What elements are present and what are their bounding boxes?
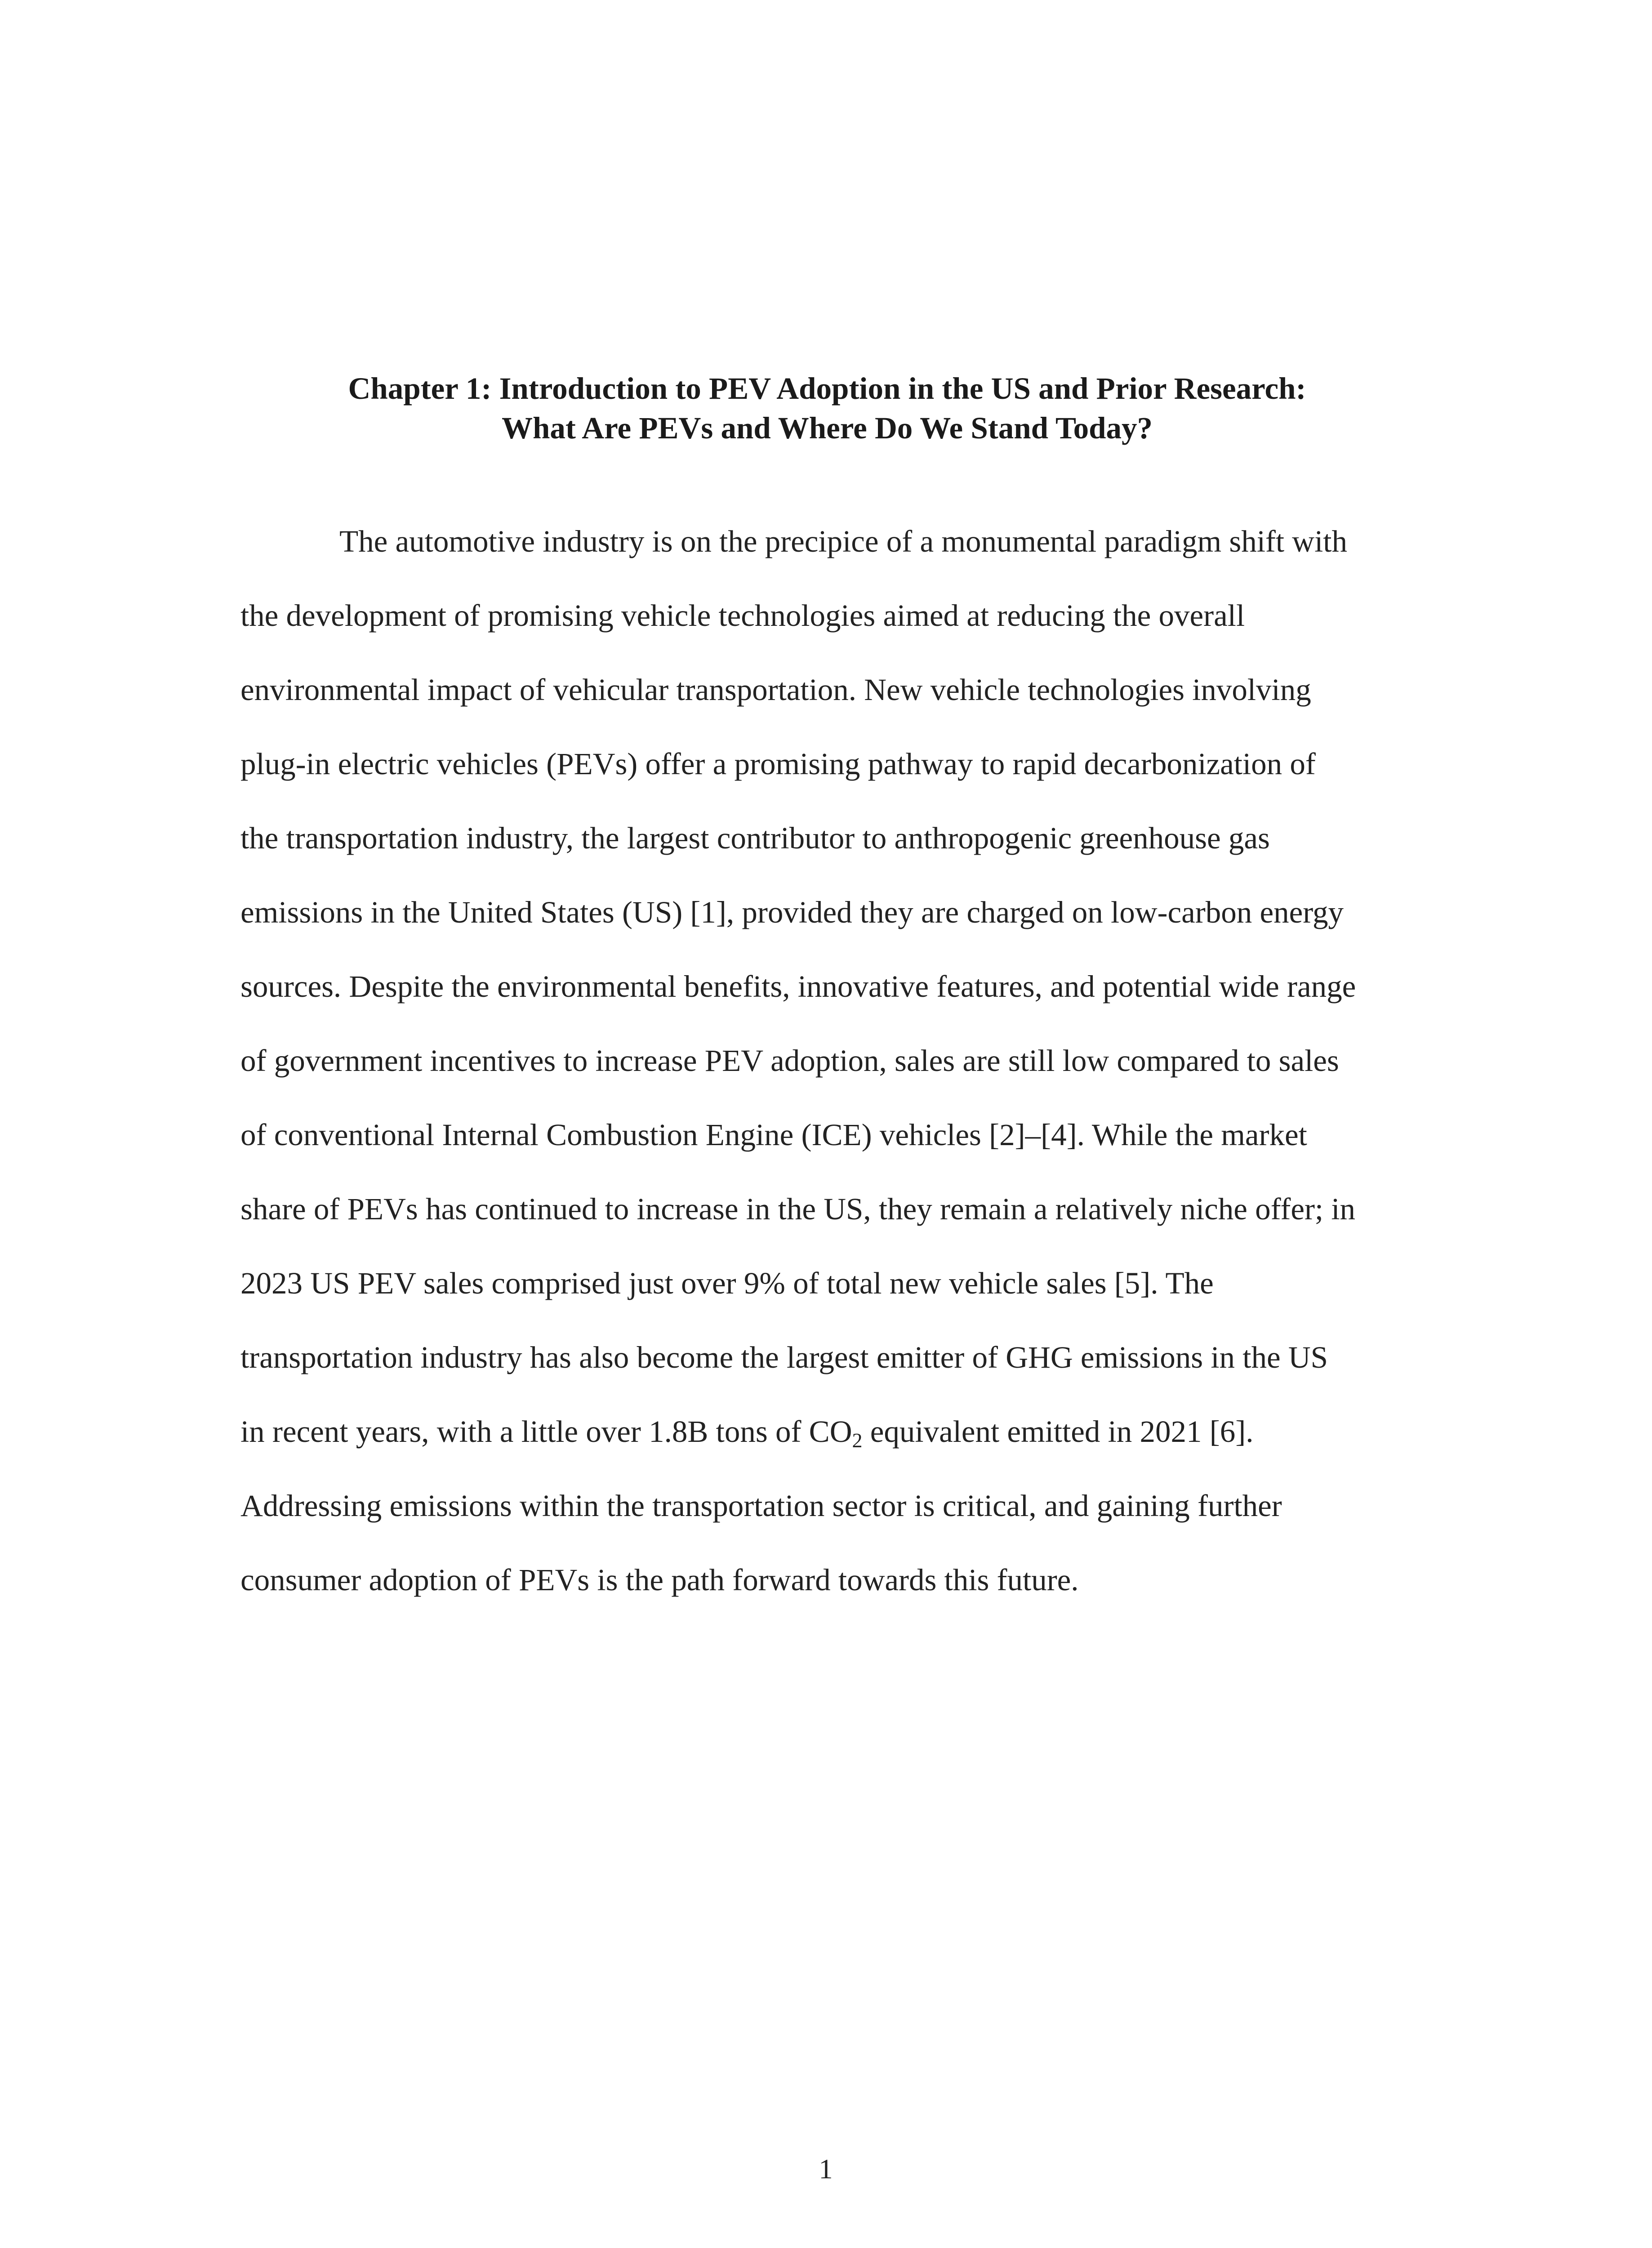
body-paragraph bbox=[240, 504, 1454, 1617]
co2-line-after: equivalent emitted in 2021 [6]. bbox=[862, 1414, 1254, 1449]
chapter-heading bbox=[238, 369, 1416, 448]
paragraph-line: of conventional Internal Combustion Engine (ICE) vehicles [2]–[4]. While the market bbox=[240, 1118, 1307, 1152]
paragraph-line: Addressing emissions within the transportation sector is critical, and gaining further bbox=[240, 1489, 1282, 1523]
paragraph-line: emissions in the United States (US) [1], provided they are charged on low-carbon energy bbox=[240, 895, 1344, 929]
paragraph-line: plug-in electric vehicles (PEVs) offer a promising pathway to rapid decarbonization of bbox=[240, 747, 1316, 781]
paragraph-line: transportation industry has also become the largest emitter of GHG emissions in the US bbox=[240, 1340, 1328, 1374]
paragraph-line: 2023 US PEV sales comprised just over 9% of total new vehicle sales [5]. The bbox=[240, 1266, 1214, 1300]
co2-line-before: in recent years, with a little over 1.8B tons of CO bbox=[240, 1414, 852, 1449]
co2-subscript: 2 bbox=[852, 1429, 863, 1452]
paragraph-line: of government incentives to increase PEV adoption, sales are still low compared to sales bbox=[240, 1044, 1339, 1078]
paragraph-line-co2 bbox=[240, 1395, 1454, 1469]
heading-line-2: What Are PEVs and Where Do We Stand Today? bbox=[501, 411, 1153, 445]
heading-line-1: Chapter 1: Introduction to PEV Adoption in the US and Prior Research: bbox=[348, 371, 1306, 406]
paragraph-line: consumer adoption of PEVs is the path forward towards this future. bbox=[240, 1563, 1079, 1597]
paragraph-line: environmental impact of vehicular transportation. New vehicle technologies involving bbox=[240, 673, 1311, 707]
paragraph-line: share of PEVs has continued to increase in the US, they remain a relatively niche offer; in bbox=[240, 1192, 1356, 1226]
page-number: 1 bbox=[819, 2154, 833, 2185]
paragraph-line: the development of promising vehicle technologies aimed at reducing the overall bbox=[240, 598, 1245, 633]
paragraph-line: the transportation industry, the largest contributor to anthropogenic greenhouse gas bbox=[240, 821, 1270, 855]
paragraph-line: The automotive industry is on the precipice of a monumental paradigm shift with bbox=[339, 524, 1347, 558]
paragraph-line: sources. Despite the environmental benefits, innovative features, and potential wide range bbox=[240, 969, 1356, 1004]
